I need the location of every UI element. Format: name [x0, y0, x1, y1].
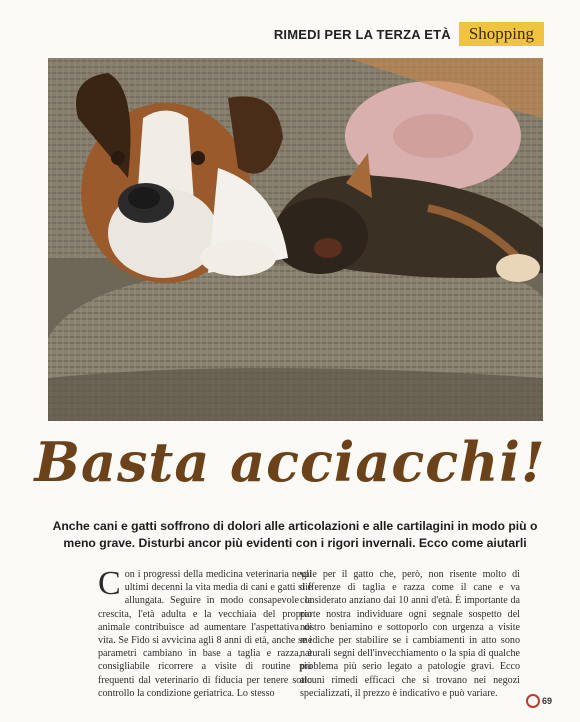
section-title: RIMEDI PER LA TERZA ETÀ [273, 26, 451, 42]
body-column-2: vale per il gatto che, però, non risente molto di differenze di taglia e razza come il cane e va considerato anziano dai 10 anni d'età. È importante da parte nostra individuare ogni segnale sospetto del nostro beniamino e sottoporlo con urgenza a visite mediche per stabilire se i cambiamenti in atto sono naturali segni dell'invecchiamento o la spia di qualche problema più serio legato a patologie gravi. Ecco alcuni rimedi efficaci che si trovano nei negozi specializzati, il prezzo è indicativo e può variare. [300, 569, 520, 699]
article-title: Basta acciacchi! [34, 430, 546, 494]
body-column-1 [98, 565, 312, 700]
page-header [274, 22, 544, 46]
page-number-text: 69 [541, 696, 552, 706]
page-number [526, 694, 552, 708]
drop-cap: C [98, 565, 121, 602]
section-tag: Shopping [459, 22, 544, 46]
magazine-logo-icon [526, 694, 540, 708]
article-lead: Anche cani e gatti soffrono di dolori alle articolazioni e alle cartilagini in modo più o meno grave. Disturbi ancor più evidenti con i rigori invernali. Ecco come aiutarli [52, 519, 538, 550]
dog-and-cat-photo [48, 58, 543, 421]
body-column-1-text: on i progressi della medicina veterinaria negli ultimi decenni la vita media di cani e gatti si è allungata. Seguire in modo consapevole la crescita, l'età adulta e la vecchiaia del proprio animale contribuisce ad aumentare l'aspettativa di vita. Se Fido si avvicina agli 8 anni di età, anche se i parametri cambiano in base a taglia e razza, è consigliabile ricorrere a visite di routine più frequenti dal veterinario di fiducia per tenere sotto controllo la condizione geriatrica. Lo stesso [98, 569, 312, 699]
